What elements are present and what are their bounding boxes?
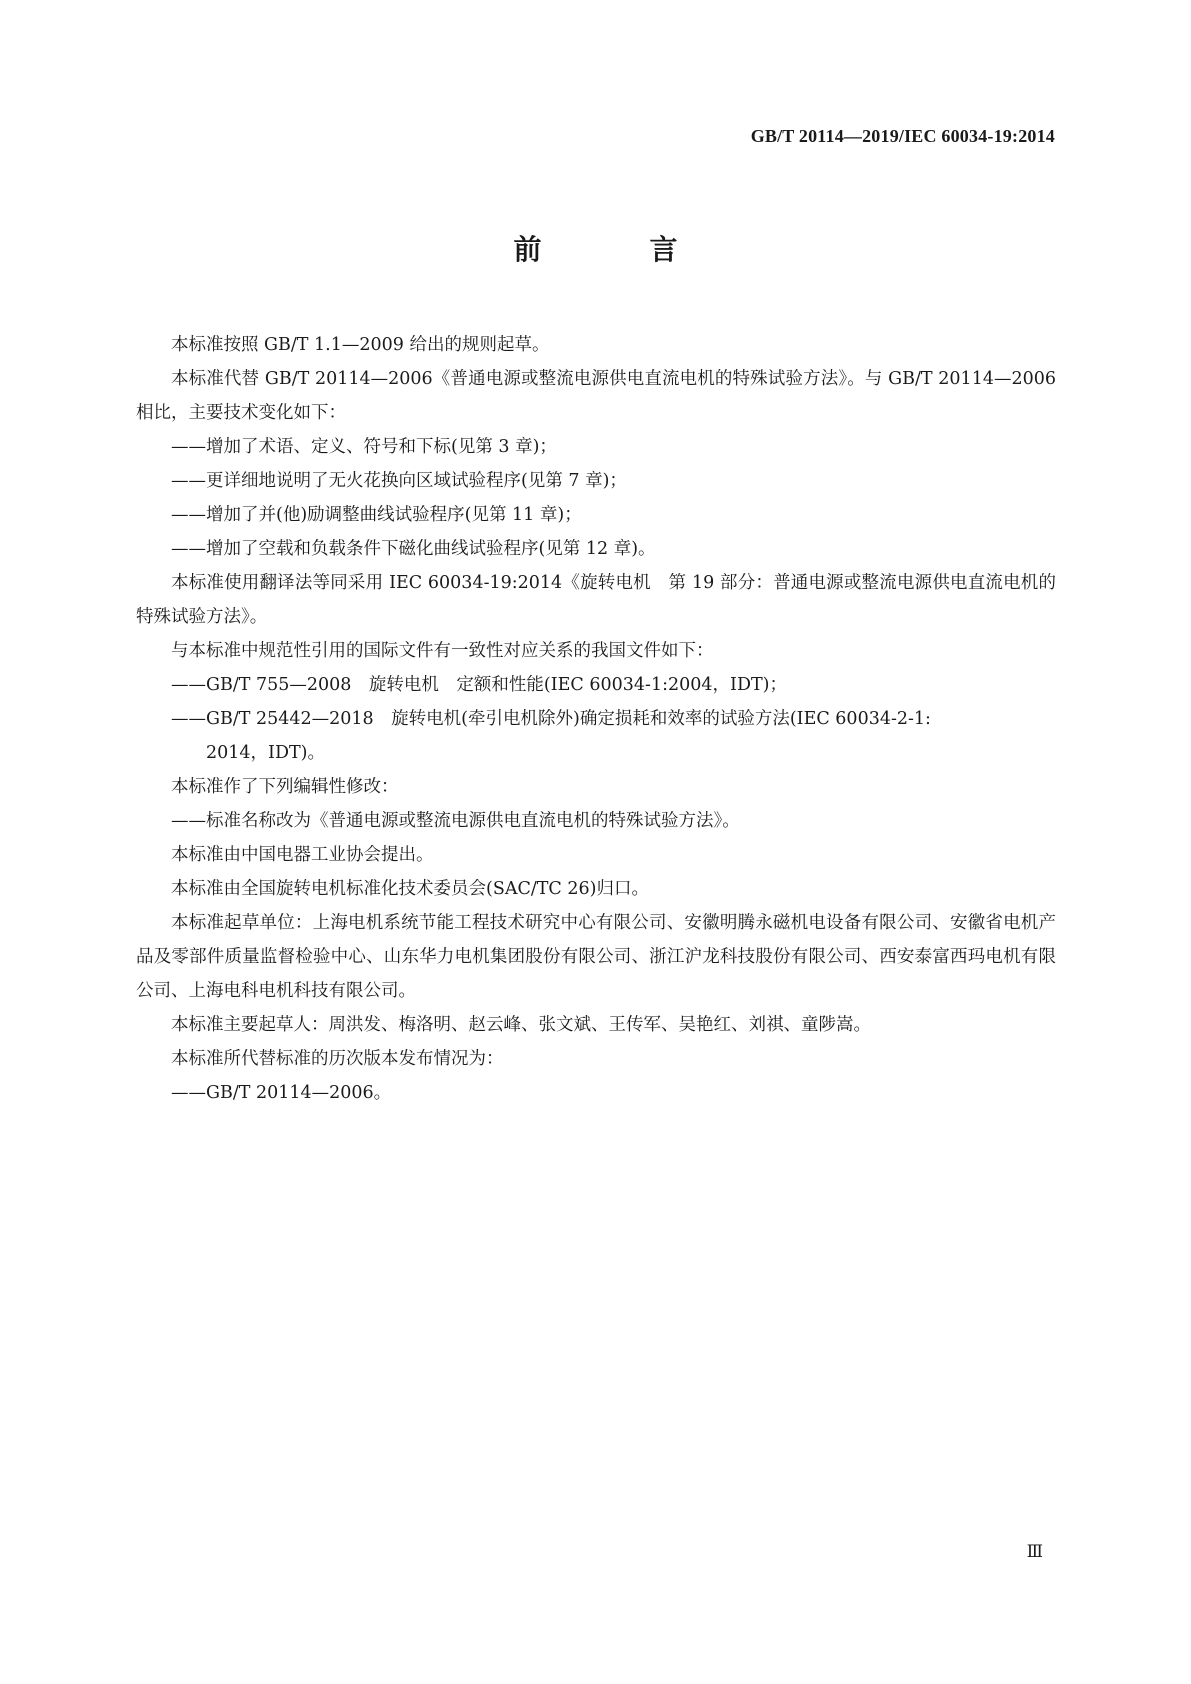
paragraph-drafting-rules: 本标准按照 GB/T 1.1—2009 给出的规则起草。 [171, 335, 550, 355]
list-item-change-3: ——增加了并(他)励调整曲线试验程序(见第 11 章)； [171, 505, 582, 525]
list-item-editorial-1: ——标准名称改为《普通电源或整流电源供电直流电机的特殊试验方法》。 [171, 811, 740, 831]
paragraph-correspondence: 与本标准中规范性引用的国际文件有一致性对应关系的我国文件如下： [171, 641, 714, 661]
paragraph-replaces: 本标准代替 GB/T 20114—2006《普通电源或整流电源供电直流电机的特殊试验方法》。与 GB/T 20114—2006 相比，主要技术变化如下： [136, 369, 1056, 423]
paragraph-history: 本标准所代替标准的历次版本发布情况为： [171, 1049, 504, 1069]
paragraph-drafting-units: 本标准起草单位：上海电机系统节能工程技术研究中心有限公司、安徽明腾永磁机电设备有限公司、安徽省电机产品及零部件质量监督检验中心、山东华力电机集团股份有限公司、浙江沪龙科技股份有限公司、西安泰富西玛电机有限公司、上海电科电机科技有限公司。 [136, 913, 1056, 1001]
paragraph-under-jurisdiction: 本标准由全国旋转电机标准化技术委员会(SAC/TC 26)归口。 [171, 879, 649, 899]
page-number: Ⅲ [1026, 1542, 1043, 1561]
list-item-history-1: ——GB/T 20114—2006。 [171, 1083, 392, 1103]
list-item-change-1: ——增加了术语、定义、符号和下标(见第 3 章)； [171, 437, 557, 457]
page-title: 前 言 [513, 233, 718, 266]
list-item-reference-2-cont: 2014，IDT)。 [206, 743, 325, 763]
list-item-reference-1: ——GB/T 755—2008 旋转电机 定额和性能(IEC 60034-1:2004，IDT)； [171, 675, 787, 695]
paragraph-editorial: 本标准作了下列编辑性修改： [171, 777, 399, 797]
list-item-change-2: ——更详细地说明了无火花换向区域试验程序(见第 7 章)； [171, 471, 627, 491]
foreword-body [136, 328, 1056, 1110]
standard-code: GB/T 20114—2019/IEC 60034-19:2014 [750, 126, 1055, 146]
paragraph-drafters: 本标准主要起草人：周洪发、梅洛明、赵云峰、张文斌、王传军、吴艳红、刘祺、童陟嵩。 [171, 1015, 871, 1035]
paragraph-proposed-by: 本标准由中国电器工业协会提出。 [171, 845, 434, 865]
paragraph-translation-method: 本标准使用翻译法等同采用 IEC 60034-19:2014《旋转电机 第 19 部分：普通电源或整流电源供电直流电机的特殊试验方法》。 [136, 573, 1056, 627]
list-item-change-4: ——增加了空载和负载条件下磁化曲线试验程序(见第 12 章)。 [171, 539, 656, 559]
list-item-reference-2: ——GB/T 25442—2018 旋转电机(牵引电机除外)确定损耗和效率的试验方法(IEC 60034-2-1: [171, 709, 931, 729]
